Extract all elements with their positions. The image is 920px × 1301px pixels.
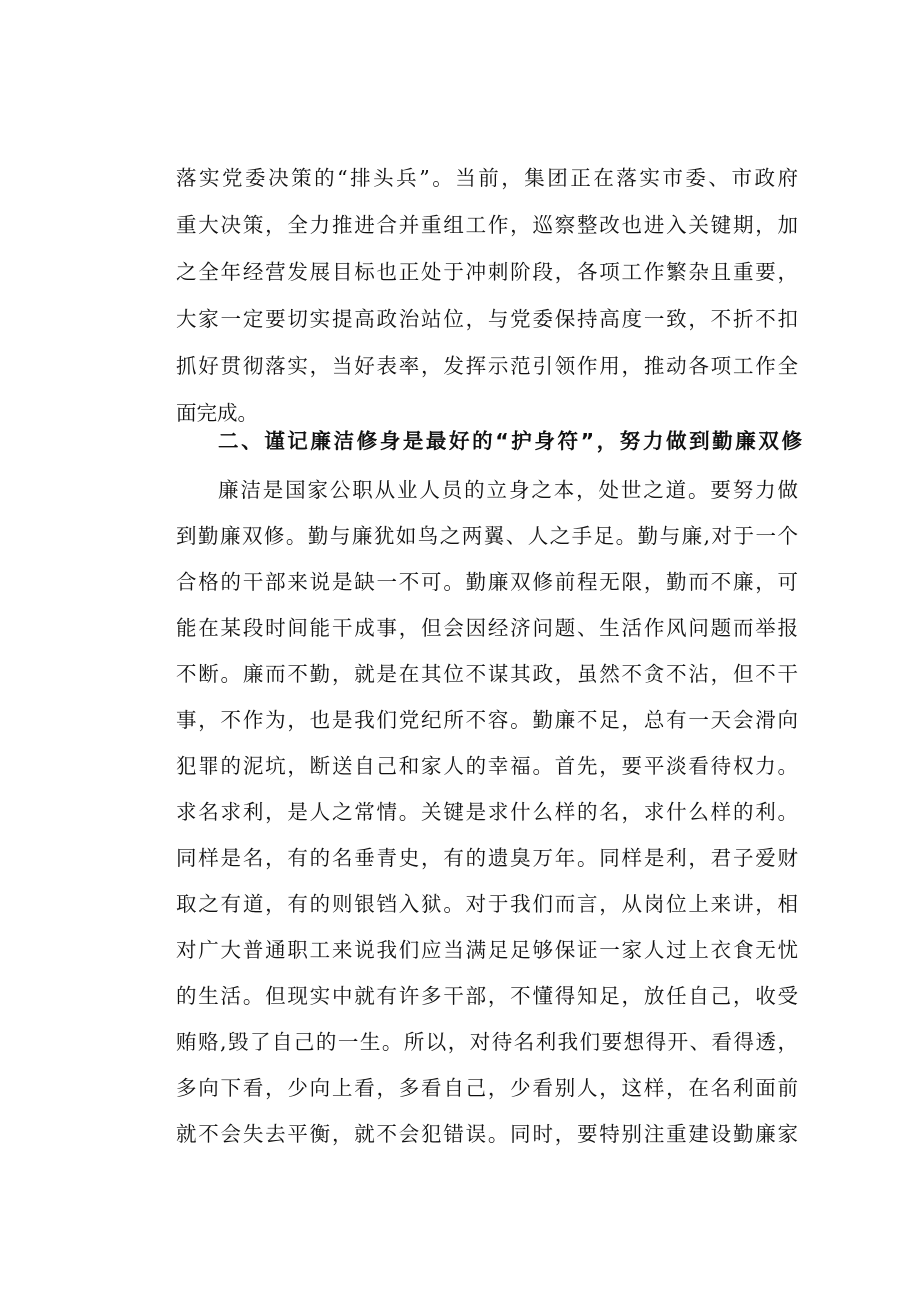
paragraph-line: 面完成。 (176, 401, 258, 425)
paragraph-line: 之全年经营发展目标也正处于冲刺阶段，各项工作繁杂且重要， (176, 260, 798, 284)
paragraph-line: 的生活。但现实中就有许多干部，不懂得知足，放任自己，收受 (176, 984, 798, 1008)
paragraph-line: 同样是名，有的名垂青史，有的遗臭万年。同样是利，君子爱财 (176, 846, 798, 870)
paragraph-line: 事，不作为，也是我们党纪所不容。勤廉不足，总有一天会滑向 (176, 708, 798, 732)
paragraph-line: 犯罪的泥坑，断送自己和家人的幸福。首先，要平淡看待权力。 (176, 754, 798, 778)
paragraph-line: 贿赂,毁了自己的一生。所以，对待名利我们要想得开、看得透， (176, 1030, 798, 1054)
paragraph-line: 多向下看，少向上看，多看自己，少看别人，这样，在名利面前 (176, 1076, 798, 1100)
paragraph-line: 大家一定要切实提高政治站位，与党委保持高度一致，不折不扣 (176, 307, 798, 331)
paragraph-line: 就不会失去平衡，就不会犯错误。同时，要特别注重建设勤廉家 (176, 1122, 798, 1146)
section-heading: 二、谨记廉洁修身是最好的“护身符”，努力做到勤廉双修 (218, 429, 802, 453)
paragraph-line: 求名求利，是人之常情。关键是求什么样的名，求什么样的利。 (176, 800, 798, 824)
paragraph-line: 廉洁是国家公职从业人员的立身之本，处世之道。要努力做 (218, 478, 798, 502)
paragraph-line: 不断。廉而不勤，就是在其位不谋其政，虽然不贪不沾，但不干 (176, 662, 798, 686)
paragraph-line: 对广大普通职工来说我们应当满足足够保证一家人过上衣食无忧 (176, 938, 798, 962)
paragraph-line: 落实党委决策的“排头兵”。当前，集团正在落实市委、市政府 (176, 166, 798, 190)
paragraph-line: 合格的干部来说是缺一不可。勤廉双修前程无限，勤而不廉，可 (176, 570, 798, 594)
paragraph-line: 重大决策，全力推进合并重组工作，巡察整改也进入关键期，加 (176, 213, 798, 237)
paragraph-line: 抓好贯彻落实，当好表率，发挥示范引领作用，推动各项工作全 (176, 354, 798, 378)
paragraph-line: 能在某段时间能干成事，但会因经济问题、生活作风问题而举报 (176, 616, 798, 640)
paragraph-line: 取之有道，有的则银铛入狱。对于我们而言，从岗位上来讲，相 (176, 892, 798, 916)
paragraph-line: 到勤廉双修。勤与廉犹如鸟之两翼、人之手足。勤与廉,对于一个 (176, 524, 798, 548)
